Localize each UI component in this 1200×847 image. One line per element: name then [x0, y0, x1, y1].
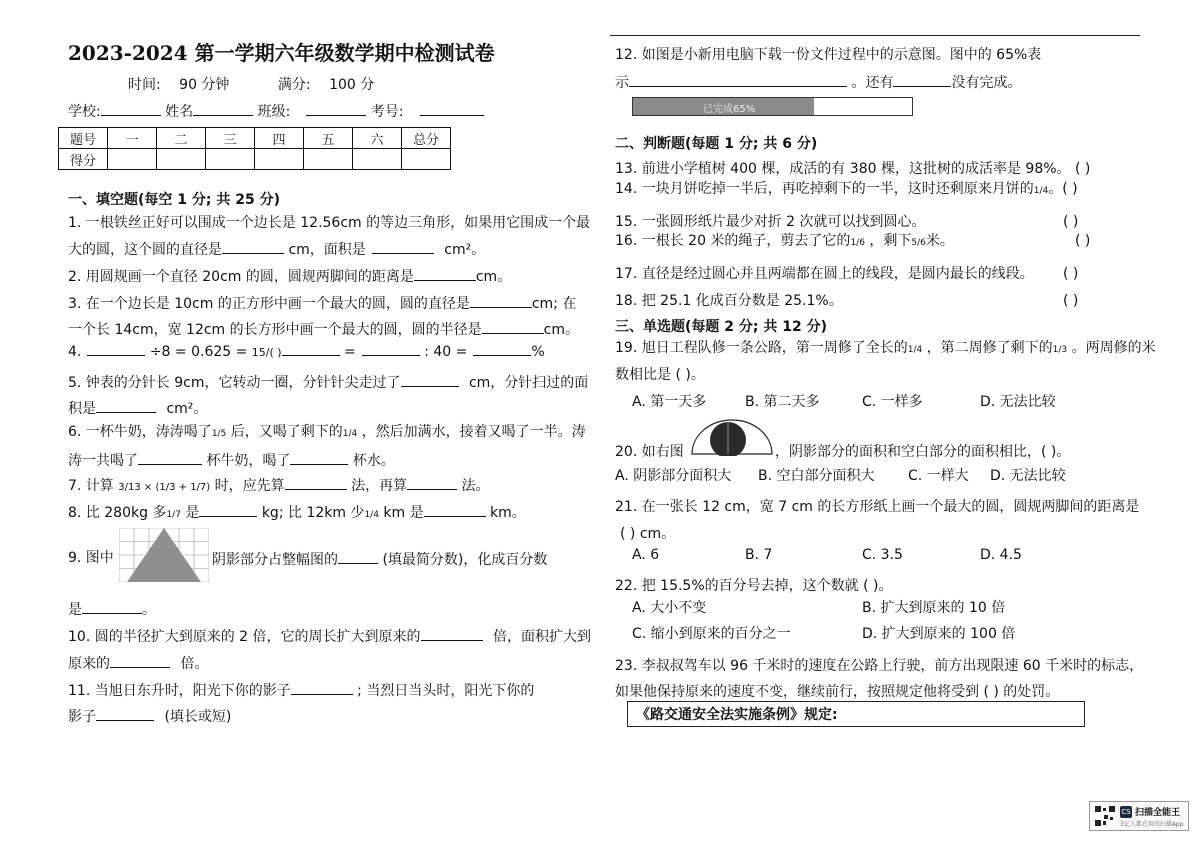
fraction: 1/4 [907, 345, 923, 355]
text: cm²。 [444, 242, 486, 258]
answer-blank[interactable] [362, 341, 420, 356]
question-4 [68, 341, 545, 362]
question-18: 18. 把 25.1 化成百分数是 25.1%。 [615, 293, 843, 309]
text: (填最简分数)，化成百分数 [382, 552, 548, 568]
answer-blank[interactable] [401, 372, 459, 387]
text: cm²。 [166, 401, 208, 417]
text: ; 当烈日当头时，阳光下你的 [357, 683, 535, 699]
class-label: 班级: [257, 104, 291, 120]
text: 原来的 [68, 656, 110, 672]
text: 20. 如右图 [615, 444, 684, 460]
text: 7. 计算 [68, 478, 114, 494]
question-1-line-a: 1. 一根铁丝正好可以围成一个边长是 12.56cm 的等边三角形，如果用它围成一个最 [68, 215, 591, 231]
answer-blank[interactable] [424, 502, 486, 517]
text: 是 [68, 602, 82, 618]
exam-title: 2023-2024 第一学期六年级数学期中检测试卷 [68, 41, 495, 65]
text: % [531, 344, 545, 360]
text: 杯水。 [352, 453, 395, 469]
q20-option-a[interactable]: A. 阴影部分面积大 [615, 468, 732, 484]
text: 没有完成。 [951, 75, 1022, 91]
score-table-score-row [59, 149, 451, 170]
answer-blank[interactable] [414, 266, 476, 281]
scanner-watermark [1089, 801, 1189, 831]
fraction: 1/4 [364, 510, 379, 520]
text: 6. 一杯牛奶，涛涛喝了 [68, 424, 212, 440]
question-14 [615, 180, 1078, 200]
text: kg; 比 12km 少 [261, 505, 365, 521]
text: cm; 在 [531, 296, 577, 312]
score-input-cell[interactable] [402, 149, 451, 170]
text: (填长或短) [164, 709, 232, 725]
answer-blank[interactable] [629, 72, 847, 87]
q21-option-b[interactable]: B. 7 [745, 547, 773, 563]
text: 10. 圆的半径扩大到原来的 2 倍，它的周长扩大到原来的 [68, 629, 421, 645]
fraction: 1/7 [166, 510, 181, 520]
question-9-text [212, 549, 547, 569]
score-input-cell[interactable] [157, 149, 206, 170]
question-11-line-a [68, 680, 534, 700]
q21-option-a[interactable]: A. 6 [632, 547, 660, 563]
question-21-line-a: 21. 在一张长 12 cm，宽 7 cm 的长方形纸上画一个最大的圆，圆规两脚间的距离是 [615, 499, 1140, 515]
text: 倍，面积扩大到 [492, 629, 591, 645]
question-16 [615, 232, 954, 252]
answer-blank[interactable] [893, 72, 951, 87]
question-5-line-b [68, 398, 207, 418]
q20-option-b[interactable]: B. 空白部分面积大 [758, 468, 875, 484]
section-true-false: 二、判断题(每题 1 分; 共 6 分) [615, 136, 818, 152]
question-7 [68, 475, 490, 497]
score-input-cell[interactable] [304, 149, 353, 170]
exam-no-field[interactable] [420, 101, 484, 116]
q22-option-d[interactable]: D. 扩大到原来的 100 倍 [862, 626, 1016, 642]
name-label: 姓名 [165, 104, 194, 120]
question-21-line-b: ( ) cm。 [620, 526, 676, 542]
fraction: 15/( ) [251, 346, 282, 359]
text: 杯牛奶，喝了 [206, 453, 291, 469]
text: cm，分针扫过的面 [468, 375, 589, 391]
question-19-line-b: 数相比是 ( )。 [615, 367, 705, 383]
q22-option-b[interactable]: B. 扩大到原来的 10 倍 [862, 600, 1006, 616]
fraction: 1/4 [1033, 186, 1049, 196]
q21-option-c[interactable]: C. 3.5 [862, 547, 903, 563]
answer-blank[interactable] [290, 450, 348, 465]
download-progress-bar [632, 97, 913, 116]
text: 16. 一根长 20 米的绳子，剪去了它的 [615, 233, 851, 249]
text: 。( ) [1048, 181, 1078, 197]
score-cell: 三 [206, 128, 255, 149]
question-12-line-b [615, 72, 1021, 92]
answer-blank[interactable] [473, 341, 531, 356]
text: = [344, 344, 356, 360]
text: cm。 [543, 322, 579, 338]
answer-blank[interactable] [291, 680, 353, 695]
q19-option-a[interactable]: A. 第一天多 [632, 394, 707, 410]
text: 。两周修的米 [1071, 340, 1156, 356]
answer-blank[interactable] [138, 450, 202, 465]
score-label: 满分: [277, 77, 311, 93]
fraction: 1/4 [342, 429, 358, 439]
school-field[interactable] [101, 101, 161, 116]
text: 。还有 [851, 75, 894, 91]
text: 法，再算 [351, 478, 408, 494]
text: 。 [142, 602, 156, 618]
class-field[interactable] [306, 101, 366, 116]
question-15: 15. 一张圆形纸片最少对折 2 次就可以找到圆心。 [615, 214, 926, 230]
triangle-grid-figure [119, 528, 209, 582]
watermark-brand: 扫描全能王 [1135, 808, 1181, 818]
question-3-line-b [68, 319, 579, 339]
student-info-line [68, 101, 484, 121]
q20-option-d[interactable]: D. 无法比较 [990, 468, 1066, 484]
semicircle-figure [690, 418, 774, 456]
score-cell: 四 [255, 128, 304, 149]
text: 4. [68, 344, 82, 360]
exam-no-label: 考号: [370, 104, 404, 120]
text: 8. 比 280kg 多 [68, 505, 167, 521]
exam-info-line [128, 76, 374, 94]
score-value: 100 分 [329, 77, 375, 93]
text: 倍。 [180, 656, 209, 672]
text: 大的圆，这个圆的直径是 [68, 242, 222, 258]
question-13: 13. 前进小学植树 400 棵，成活的有 380 棵，这批树的成活率是 98%。 ( ) [615, 161, 1091, 177]
question-20 [615, 443, 684, 461]
score-cell: 一 [108, 128, 157, 149]
time-value: 90 分钟 [179, 77, 230, 93]
school-label: 学校: [68, 104, 101, 120]
score-input-cell[interactable] [206, 149, 255, 170]
answer-blank[interactable] [96, 398, 156, 413]
q22-option-a[interactable]: A. 大小不变 [632, 600, 707, 616]
answer-blank[interactable] [110, 653, 170, 668]
text: 法。 [461, 478, 490, 494]
text: 14. 一块月饼吃掉一半后，再吃掉剩下的一半，这时还剩原来月饼的 [615, 181, 1034, 197]
answer-blank[interactable] [482, 319, 544, 334]
cs-logo-icon: CS [1121, 808, 1131, 816]
score-input-cell[interactable] [255, 149, 304, 170]
question-18-paren[interactable]: ( ) [1063, 293, 1079, 309]
answer-blank[interactable] [96, 706, 154, 721]
text: 9. 图中 [68, 550, 114, 566]
question-10-line-b [68, 653, 208, 673]
text: 5. 钟表的分针长 9cm，它转动一圈，分针针尖走过了 [68, 375, 401, 391]
fraction: 1/3 [1052, 345, 1068, 355]
text: 一个长 14cm，宽 12cm 的长方形中画一个最大的圆，圆的半径是 [68, 322, 482, 338]
text: : 40 = [424, 344, 468, 360]
traffic-law-box [627, 701, 1085, 727]
math-expression: 3/13 × (1/3 + 1/7) [118, 482, 211, 493]
question-9-line-b [68, 599, 156, 619]
answer-blank[interactable] [421, 626, 483, 641]
score-input-cell[interactable] [108, 149, 157, 170]
fraction: 1/5 [211, 429, 227, 439]
question-23-line-b: 如果他保持原来的速度不变，继续前行，按照规定他将受到 ( ) 的处罚。 [615, 684, 1060, 700]
text: cm，面积是 [288, 242, 366, 258]
text: km。 [490, 505, 526, 521]
q22-option-c[interactable]: C. 缩小到原来的百分之一 [632, 626, 791, 642]
q21-option-d[interactable]: D. 4.5 [980, 547, 1022, 563]
name-field[interactable] [193, 101, 253, 116]
text: ，第二周修了剩下的 [926, 340, 1053, 356]
text: ，然后加满水，接着又喝了一半。涛 [361, 424, 586, 440]
text: ，剩下 [869, 233, 912, 249]
text: 积是 [68, 401, 96, 417]
question-9 [68, 549, 114, 567]
answer-blank[interactable] [285, 475, 347, 490]
text: 19. 旭日工程队修一条公路，第一周修了全长的 [615, 340, 908, 356]
traffic-law-text: 《路交通安全法实施条例》规定: [636, 707, 838, 723]
section-multiple-choice: 三、单选题(每题 2 分; 共 12 分) [615, 319, 827, 335]
answer-blank[interactable] [407, 475, 457, 490]
text: 示 [615, 75, 629, 91]
question-19-line-a [615, 339, 1156, 359]
question-12-line-a: 12. 如图是小新用电脑下载一份文件过程中的示意图。图中的 65%表 [615, 47, 1042, 63]
qr-code-icon [1094, 805, 1116, 827]
text: 时，应先算 [214, 478, 285, 494]
score-table-header-row [59, 128, 451, 149]
fraction: 1/6 [850, 238, 865, 248]
question-17: 17. 直径是经过圆心并且两端都在圆上的线段，是圆内最长的线段。 [615, 266, 1034, 282]
text: 米。 [925, 233, 954, 249]
score-input-cell[interactable] [353, 149, 402, 170]
question-1-line-b [68, 239, 485, 259]
text: 后，又喝了剩下的 [230, 424, 343, 440]
q19-option-c[interactable]: C. 一样多 [862, 394, 923, 410]
text: ÷8 = 0.625 = [149, 344, 248, 360]
text: km 是 [383, 505, 424, 521]
time-label: 时间: [128, 77, 161, 93]
question-2 [68, 266, 511, 286]
answer-blank[interactable] [338, 549, 378, 564]
answer-blank[interactable] [82, 599, 142, 614]
top-rule [610, 35, 1140, 36]
score-cell: 六 [353, 128, 402, 149]
score-table [58, 127, 451, 170]
question-15-paren[interactable]: ( ) [1063, 214, 1079, 230]
question-8 [68, 502, 526, 524]
text: 3. 在一个边长是 10cm 的正方形中画一个最大的圆，圆的直径是 [68, 296, 470, 312]
text: 影子 [68, 709, 96, 725]
answer-blank[interactable] [199, 502, 257, 517]
text: 涛一共喝了 [68, 453, 138, 469]
watermark-subtitle: 3亿人都在用的扫描App [1120, 821, 1184, 828]
score-cell: 题号 [59, 128, 108, 149]
answer-blank[interactable] [87, 341, 145, 356]
question-5-line-a [68, 372, 588, 392]
q19-option-b[interactable]: B. 第二天多 [745, 394, 820, 410]
answer-blank[interactable] [282, 341, 340, 356]
q19-option-d[interactable]: D. 无法比较 [980, 394, 1056, 410]
question-23-line-a: 23. 李叔叔驾车以 96 千米时的速度在公路上行驶，前方出现限速 60 千米时的标志， [615, 658, 1144, 674]
score-cell: 总分 [402, 128, 451, 149]
text: 阴影部分占整幅图的 [212, 552, 338, 568]
text: 11. 当旭日东升时，阳光下你的影子 [68, 683, 291, 699]
q20-option-c[interactable]: C. 一样大 [908, 468, 969, 484]
question-10-line-a [68, 626, 591, 646]
text: cm。 [475, 269, 512, 285]
progress-label: 已完成65% [703, 104, 756, 115]
text: 2. 用圆规画一个直径 20cm 的圆，圆规两脚间的距离是 [68, 269, 414, 285]
question-11-line-b [68, 706, 231, 726]
score-cell: 二 [157, 128, 206, 149]
question-6-line-a [68, 423, 586, 443]
question-22: 22. 把 15.5%的百分号去掉，这个数就 ( )。 [615, 578, 893, 594]
question-6-line-b [68, 450, 395, 470]
answer-blank[interactable] [470, 293, 532, 308]
answer-blank[interactable] [222, 239, 284, 254]
question-16-paren[interactable]: ( ) [1075, 233, 1091, 249]
section-fill-blank: 一、填空题(每空 1 分; 共 25 分) [68, 192, 280, 208]
fraction: 5/6 [911, 238, 926, 248]
text: 是 [185, 505, 200, 521]
question-20-text: ，阴影部分的面积和空白部分的面积相比，( )。 [775, 444, 1071, 460]
question-17-paren[interactable]: ( ) [1063, 266, 1079, 282]
score-cell: 得分 [59, 149, 108, 170]
answer-blank[interactable] [372, 239, 434, 254]
question-3-line-a [68, 293, 576, 313]
score-cell: 五 [304, 128, 353, 149]
